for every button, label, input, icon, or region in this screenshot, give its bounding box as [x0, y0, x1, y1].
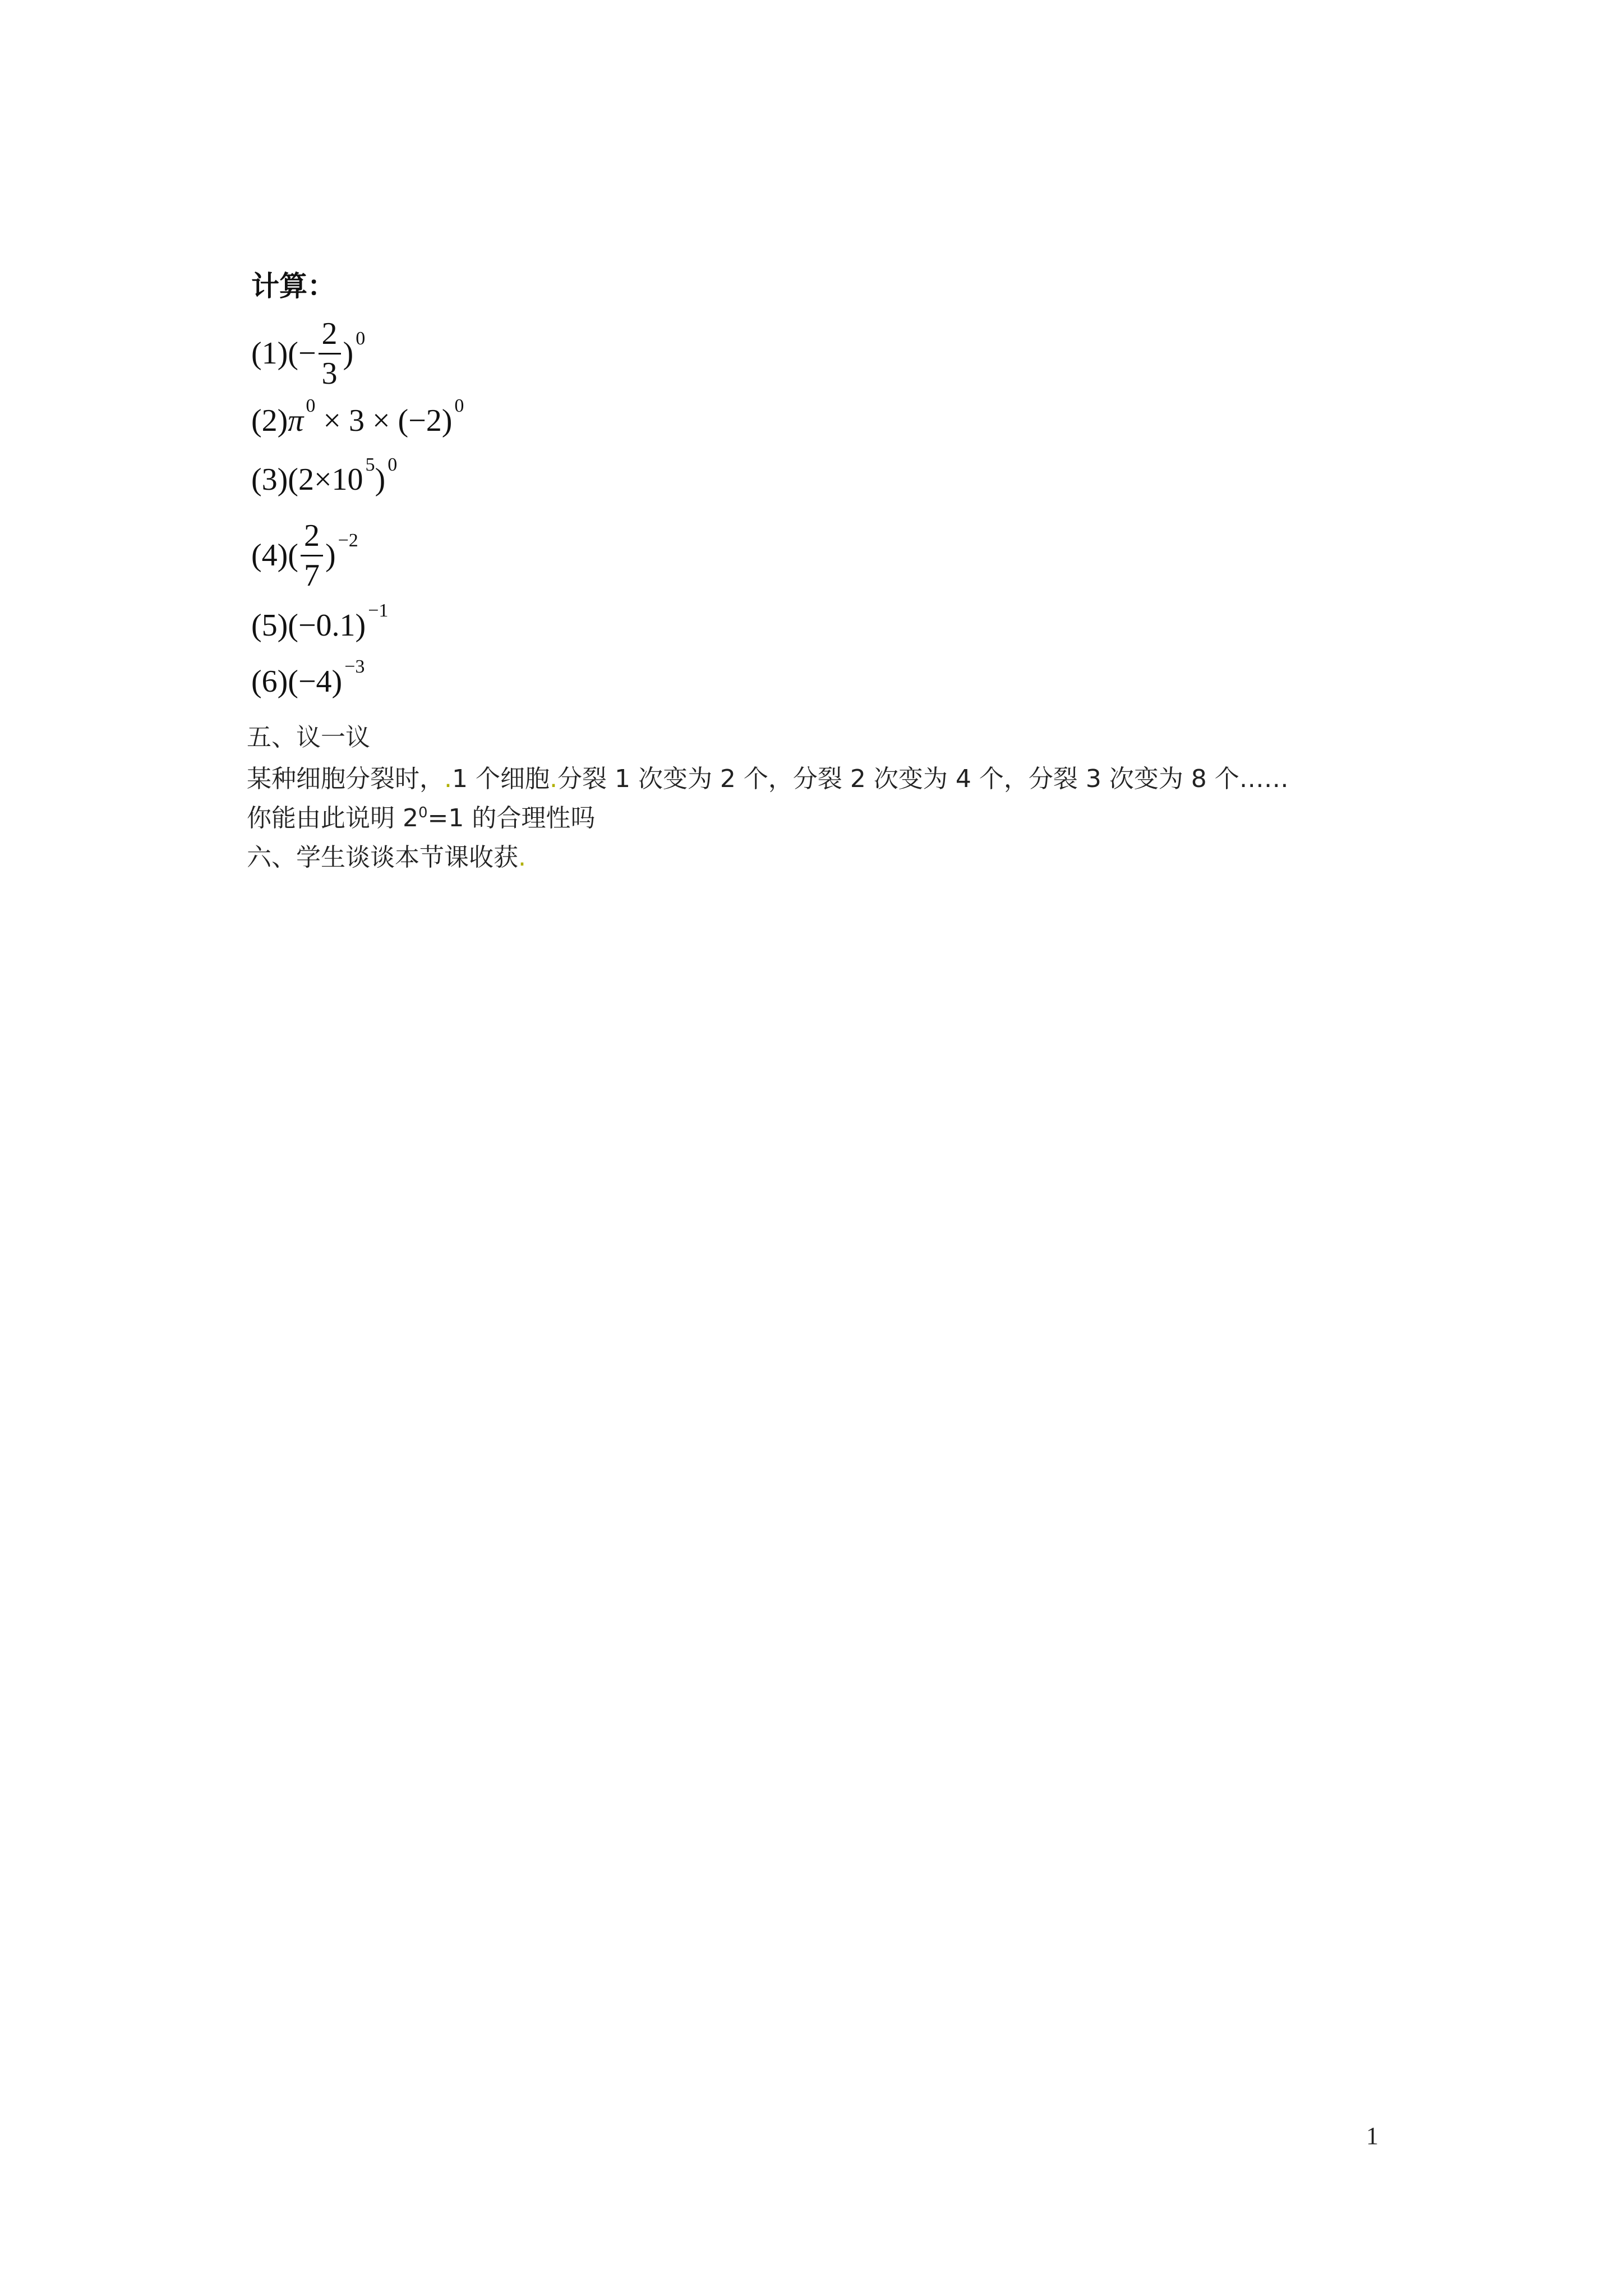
problem-4-open: ( — [288, 538, 298, 573]
section-6-title-text: 六、学生谈谈本节课收获 — [247, 843, 518, 872]
marker-dot: . — [444, 765, 452, 793]
problem-1-close: ) — [343, 336, 354, 371]
problem-5-label: (5) — [251, 608, 288, 643]
problem-4-exponent: −2 — [338, 530, 358, 551]
problem-2-pi: π — [288, 403, 304, 438]
marker-dot: . — [518, 843, 526, 872]
problem-1-exponent: 0 — [356, 328, 366, 349]
problem-1-label: (1) — [251, 336, 288, 371]
section-5-line-1-part-a: 某种细胞分裂时， — [247, 765, 444, 793]
page-number: 1 — [1366, 2122, 1378, 2150]
problem-4-fraction — [301, 520, 323, 591]
problem-6 — [251, 654, 365, 710]
problem-4 — [251, 516, 358, 595]
problem-3 — [251, 452, 397, 508]
section-5-title: 五、议一议 — [247, 723, 370, 752]
problem-1-fraction — [319, 318, 341, 389]
problem-1-denominator: 3 — [321, 356, 338, 391]
problem-1-open: (− — [288, 336, 316, 371]
problem-3-close: ) — [375, 462, 386, 497]
problem-2 — [251, 393, 464, 449]
section-5-line-1-part-c: 分裂 1 次变为 2 个，分裂 2 次变为 4 个，分裂 3 次变为 8 个…… — [557, 765, 1289, 793]
section-5-line-2-part-b: =1 的合理性吗 — [427, 804, 596, 832]
problem-2-exponent-2: 0 — [454, 395, 464, 416]
problem-6-exponent: −3 — [344, 656, 365, 677]
problem-6-label: (6) — [251, 664, 288, 699]
problem-5 — [251, 597, 388, 654]
section-6-title — [247, 837, 526, 873]
problem-1-numerator: 2 — [319, 318, 341, 355]
marker-dot: . — [549, 765, 557, 793]
problem-2-middle: × 3 × (−2) — [315, 403, 453, 438]
section-5-line-2-part-a: 你能由此说明 2 — [247, 804, 418, 832]
problem-2-exponent-1: 0 — [306, 395, 316, 416]
section-5-line-2 — [247, 798, 595, 834]
problem-4-numerator: 2 — [301, 520, 323, 556]
problem-4-label: (4) — [251, 538, 288, 573]
section-5-line-1-part-b: 1 个细胞 — [452, 765, 550, 793]
problem-5-exponent: −1 — [368, 600, 389, 621]
calculate-heading: 计算： — [251, 270, 335, 302]
problem-5-body: (−0.1) — [288, 608, 366, 643]
problem-3-exponent-2: 0 — [388, 454, 398, 475]
problem-2-label: (2) — [251, 403, 288, 438]
problem-4-close: ) — [325, 538, 336, 573]
problem-3-body: (2×10 — [288, 462, 363, 497]
section-5-line-1 — [247, 758, 1289, 794]
problem-3-exponent-1: 5 — [365, 454, 375, 475]
problem-4-denominator: 7 — [303, 558, 320, 593]
problem-3-label: (3) — [251, 462, 288, 497]
problem-1 — [251, 314, 365, 393]
section-5-line-2-exponent: 0 — [418, 804, 428, 821]
problem-6-body: (−4) — [288, 664, 343, 699]
